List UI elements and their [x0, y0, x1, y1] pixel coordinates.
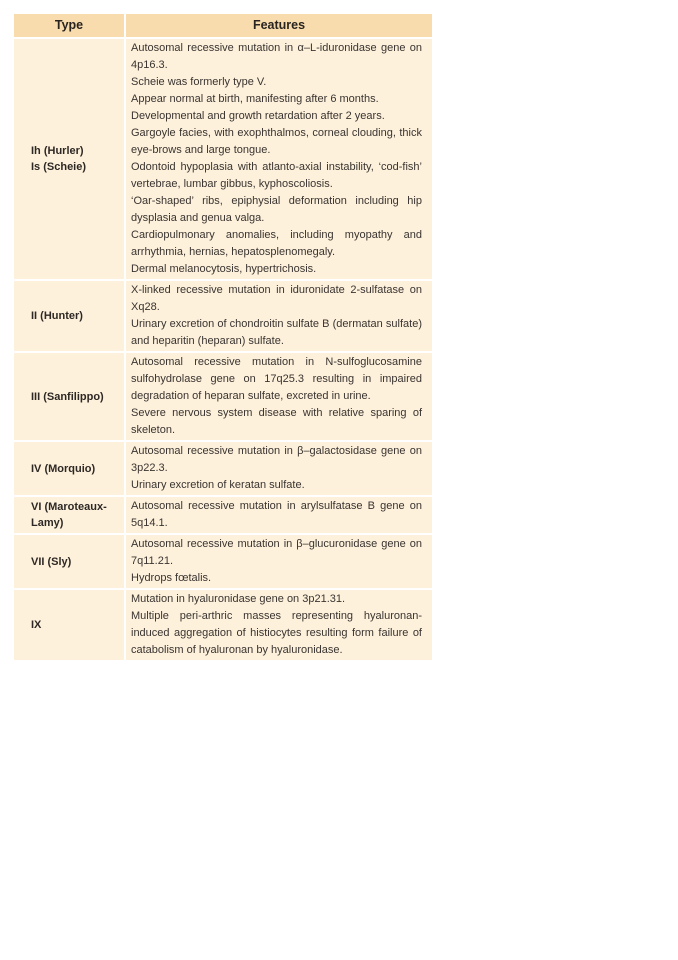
feature-text: Gargoyle facies, with exophthalmos, corneal clouding, thick eye-brows and large tongue.: [131, 127, 422, 156]
feature-text: Autosomal recessive mutation in arylsulfatase B gene on 5q14.1.: [131, 500, 422, 529]
table-row: [14, 589, 432, 660]
header-type: Type: [14, 14, 125, 38]
features-cell: [125, 441, 432, 496]
feature-text: Dermal melanocytosis, hypertrichosis.: [131, 263, 317, 275]
table-row: [14, 38, 432, 280]
mps-types-table: [14, 14, 432, 660]
type-label: II (Hunter): [31, 310, 83, 322]
feature-text: Multiple peri-arthric masses representing hyaluronan-induced aggregation of histiocytes resulting form failure of catabolism of hyaluronan by hyaluronidase.: [131, 610, 422, 656]
feature-text: Autosomal recessive mutation in β–galactosidase gene on 3p22.3.: [131, 445, 422, 474]
features-cell: [125, 280, 432, 352]
table-row: [14, 441, 432, 496]
feature-text: Autosomal recessive mutation in α–L-iduronidase gene on 4p16.3.: [131, 42, 422, 71]
feature-text: Autosomal recessive mutation in N-sulfoglucosamine sulfohydrolase gene on 17q25.3 resulting in impaired degradation of heparan sulfate, excreted in urine.: [131, 356, 422, 402]
type-cell: [14, 38, 125, 280]
type-label: Lamy): [31, 517, 64, 529]
feature-text: Hydrops fœtalis.: [131, 572, 212, 584]
feature-text: Appear normal at birth, manifesting after 6 months.: [131, 93, 379, 105]
feature-text: Developmental and growth retardation after 2 years.: [131, 110, 385, 122]
type-label: VII (Sly): [31, 555, 72, 568]
type-cell: [14, 280, 125, 352]
type-cell: [14, 589, 125, 660]
feature-text: ‘Oar-shaped’ ribs, epiphysial deformation including hip dysplasia and genua valga.: [131, 195, 422, 224]
table-row: [14, 280, 432, 352]
type-label: IV (Morquio): [31, 462, 96, 475]
type-cell: [14, 534, 125, 589]
type-cell: [14, 352, 125, 441]
type-cell: [14, 496, 125, 534]
type-label: Ih (Hurler): [31, 145, 84, 157]
type-label: Is (Scheie): [31, 161, 87, 173]
feature-text: Autosomal recessive mutation in β–glucuronidase gene on 7q11.21.: [131, 538, 422, 567]
type-label: III (Sanfilippo): [31, 390, 104, 403]
feature-text: X-linked recessive mutation in iduronidate 2-sulfatase on Xq28.: [131, 284, 422, 313]
header-features: Features: [125, 14, 432, 38]
type-cell: [14, 441, 125, 496]
features-cell: [125, 589, 432, 660]
features-cell: [125, 352, 432, 441]
feature-text: Severe nervous system disease with relative sparing of skeleton.: [131, 407, 422, 436]
table-row: [14, 352, 432, 441]
type-label: IX: [31, 619, 42, 631]
table-row: [14, 534, 432, 589]
feature-text: Mutation in hyaluronidase gene on 3p21.31.: [131, 593, 346, 605]
feature-text: Urinary excretion of chondroitin sulfate B (dermatan sulfate) and heparitin (heparan) sulfate.: [131, 318, 422, 347]
features-cell: [125, 534, 432, 589]
feature-text: Cardiopulmonary anomalies, including myopathy and arrhythmia, hernias, hepatosplenomegaly.: [131, 229, 422, 258]
feature-text: Odontoid hypoplasia with atlanto-axial instability, ‘cod-fish’ vertebrae, lumbar gibbus, kyphoscoliosis.: [131, 161, 422, 190]
feature-text: Urinary excretion of keratan sulfate.: [131, 479, 305, 491]
table-row: [14, 496, 432, 534]
table-header-row: [14, 14, 432, 38]
features-cell: [125, 496, 432, 534]
features-cell: [125, 38, 432, 280]
type-label: VI (Maroteaux-: [31, 501, 107, 513]
feature-text: Scheie was formerly type V.: [131, 76, 267, 88]
